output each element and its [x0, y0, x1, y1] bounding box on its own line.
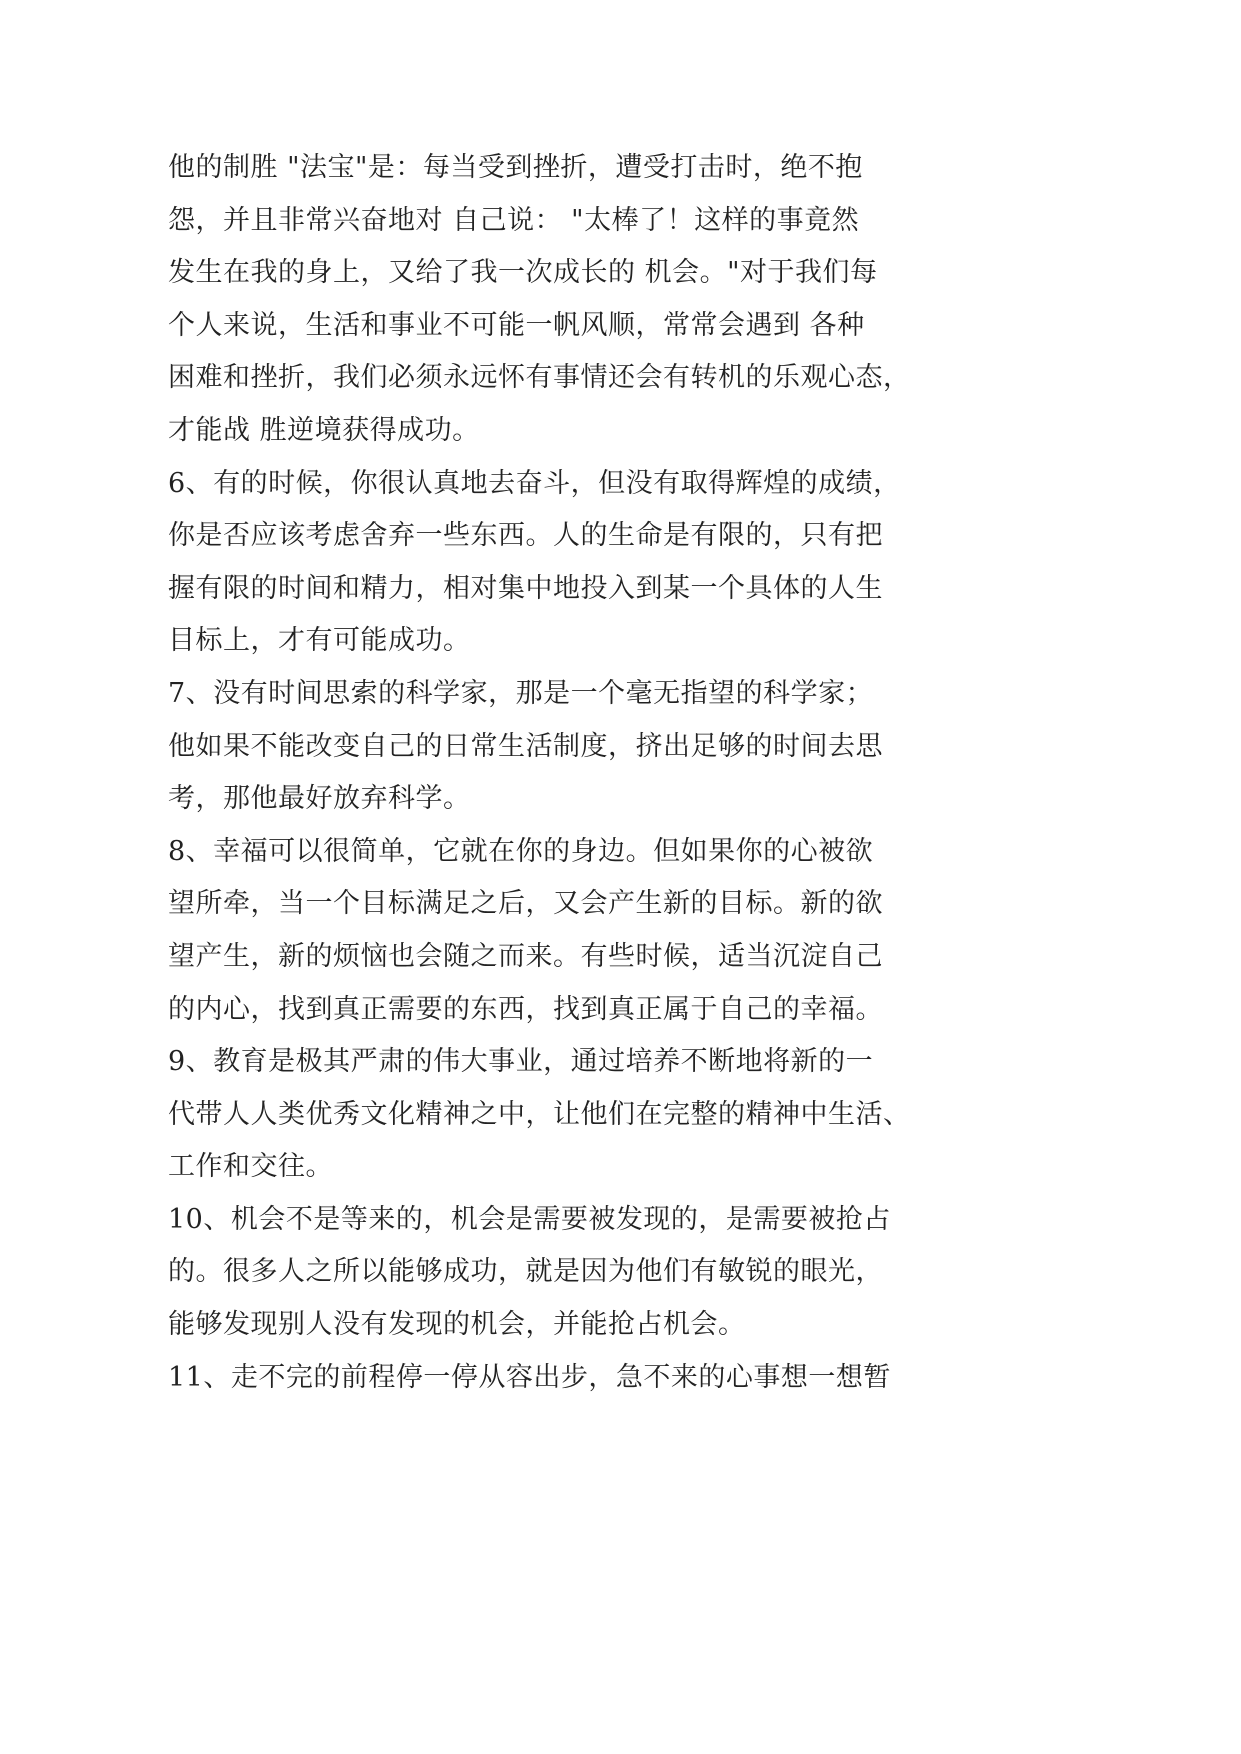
text-line: 9、教育是极其严肃的伟大事业，通过培养不断地将新的一 [168, 1046, 874, 1078]
text-line: 8、幸福可以很简单，它就在你的身边。但如果你的心被欲 [168, 835, 874, 867]
text-line: 10、机会不是等来的，机会是需要被发现的，是需要被抢占 [168, 1203, 891, 1235]
text-line: 能够发现别人没有发现的机会，并能抢占机会。 [168, 1309, 746, 1341]
text-line: 7、没有时间思索的科学家，那是一个毫无指望的科学家； [168, 677, 874, 709]
text-line: 怨，并且非常兴奋地对 自己说： "太棒了！这样的事竟然 [168, 204, 860, 236]
text-line: 个人来说，生活和事业不可能一帆风顺，常常会遇到 各种 [168, 309, 865, 341]
text-line: 11、走不完的前程停一停从容出步，急不来的心事想一想暂 [168, 1361, 891, 1393]
text-line: 考，那他最好放弃科学。 [168, 783, 471, 815]
text-line: 握有限的时间和精力，相对集中地投入到某一个具体的人生 [168, 572, 883, 604]
text-line: 他的制胜 "法宝"是：每当受到挫折，遭受打击时，绝不抱 [168, 152, 863, 183]
text-line: 望产生，新的烦恼也会随之而来。有些时候，适当沉淀自己 [168, 940, 883, 972]
text-line: 发生在我的身上，又给了我一次成长的 机会。"对于我们每 [168, 257, 878, 289]
text-line: 望所牵，当一个目标满足之后，又会产生新的目标。新的欲 [168, 888, 883, 920]
text-line: 目标上，才有可能成功。 [168, 625, 471, 657]
text-line: 困难和挫折，我们必须永远怀有事情还会有转机的乐观心态， [168, 362, 911, 394]
text-line: 才能战 胜逆境获得成功。 [168, 414, 480, 446]
body-text [168, 142, 968, 1404]
text-line: 工作和交往。 [168, 1151, 333, 1183]
text-line: 你是否应该考虑舍弃一些东西。人的生命是有限的，只有把 [168, 520, 883, 552]
text-line: 6、有的时候，你很认真地去奋斗，但没有取得辉煌的成绩， [168, 467, 901, 499]
text-line: 的内心，找到真正需要的东西，找到真正属于自己的幸福。 [168, 993, 883, 1025]
text-line: 他如果不能改变自己的日常生活制度，挤出足够的时间去思 [168, 730, 883, 762]
text-line: 的。很多人之所以能够成功，就是因为他们有敏锐的眼光， [168, 1256, 883, 1288]
text-line: 代带人人类优秀文化精神之中，让他们在完整的精神中生活、 [168, 1098, 911, 1130]
